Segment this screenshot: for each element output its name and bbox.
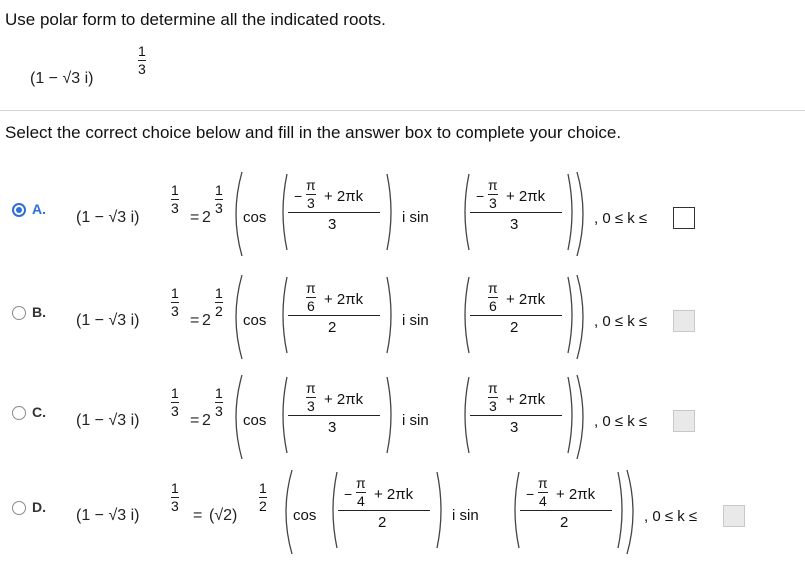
- choice-c-sin-angle-plus: + 2πk: [506, 391, 546, 408]
- choice-b-lhs-exponent-denominator: 3: [171, 303, 179, 319]
- choice-a-cos-paren-right: [386, 173, 396, 251]
- choice-d-modulus: (√2): [209, 507, 238, 524]
- choice-a-modulus: 2: [202, 209, 211, 226]
- choice-c-cos-pi-fraction: [306, 381, 316, 414]
- choice-b-cos-pi-fraction-numerator: π: [306, 280, 316, 296]
- choice-c-answer-box[interactable]: [673, 410, 695, 432]
- choice-d-sin-angle-plus: + 2πk: [556, 486, 596, 503]
- choice-d-modulus-exponent-numerator: 1: [259, 480, 267, 496]
- choice-c-sin-pi-fraction-numerator: π: [488, 380, 498, 396]
- choice-c-cos-angle-denominator: 3: [328, 419, 337, 436]
- choice-d-sin-angle-denominator: 2: [560, 514, 569, 531]
- choice-b-lhs-exponent: [171, 286, 179, 319]
- choice-c-k-range: , 0 ≤ k ≤: [594, 413, 648, 430]
- choice-c-modulus: 2: [202, 412, 211, 429]
- choice-c-lhs: (1 − √3 i): [76, 412, 140, 429]
- choice-a-cos: cos: [243, 209, 267, 226]
- choice-d-lhs-exponent-numerator: 1: [171, 480, 179, 496]
- choice-b-answer-box[interactable]: [673, 310, 695, 332]
- choice-d-answer-box[interactable]: [723, 505, 745, 527]
- choice-a-k-range: , 0 ≤ k ≤: [594, 210, 648, 227]
- choice-c-lhs-exponent-numerator: 1: [171, 385, 179, 401]
- choice-d-big-paren-right: [626, 469, 640, 555]
- choice-c-cos-angle: [284, 381, 384, 441]
- choice-a-lhs-exponent-denominator: 3: [171, 200, 179, 216]
- choice-a-big-paren-left: [229, 171, 243, 257]
- choice-a-lhs: (1 − √3 i): [76, 209, 140, 226]
- choice-a-isin: i sin: [402, 209, 429, 226]
- choice-b-cos-pi-fraction: [306, 281, 316, 314]
- choice-c-cos-paren-right: [386, 376, 396, 454]
- choice-d-cos: cos: [293, 507, 317, 524]
- choice-b-sin-angle-bar: [470, 315, 562, 316]
- choice-d-cos-angle: [334, 476, 434, 536]
- choice-d-cos-pi-fraction-numerator: π: [356, 475, 366, 491]
- choice-d-isin: i sin: [452, 507, 479, 524]
- question-prompt: Use polar form to determine all the indicated roots.: [5, 10, 386, 29]
- expression-exponent: [138, 44, 146, 77]
- choice-c-equals: =: [190, 412, 200, 429]
- choice-b-radio[interactable]: [12, 306, 26, 320]
- choice-a-modulus-exponent-denominator: 3: [215, 200, 223, 216]
- choice-b-cos-angle: [284, 281, 384, 341]
- choice-d-sin-angle: [516, 476, 616, 536]
- choice-c-sin-angle-bar: [470, 415, 562, 416]
- choice-d-lhs: (1 − √3 i): [76, 507, 140, 524]
- choice-a-radio[interactable]: [12, 203, 26, 217]
- choice-a-cos-angle: [284, 178, 384, 238]
- choice-b-lhs: (1 − √3 i): [76, 312, 140, 329]
- choice-d-big-paren-left: [279, 469, 293, 555]
- choice-b-sin-angle: [466, 281, 566, 341]
- choice-b-modulus-exponent-denominator: 2: [215, 303, 223, 319]
- choice-d-cos-angle-plus: + 2πk: [374, 486, 414, 503]
- choice-b-lhs-exponent-numerator: 1: [171, 285, 179, 301]
- choice-a-sin-angle-sign: −: [476, 188, 485, 204]
- choice-c-sin-pi-fraction: [488, 381, 498, 414]
- choice-d-sin-pi-fraction: [538, 476, 548, 509]
- choice-c-sin-pi-fraction-denominator: 3: [488, 398, 497, 414]
- choice-b-cos-angle-plus: + 2πk: [324, 291, 364, 308]
- choice-a-big-paren-right: [576, 171, 590, 257]
- choice-a-sin-pi-fraction: [488, 178, 498, 211]
- choice-a-lhs-exponent-numerator: 1: [171, 182, 179, 198]
- choice-b-cos-pi-fraction-denominator: 6: [306, 298, 315, 314]
- choice-a-equals: =: [190, 209, 200, 226]
- exponent-denominator: 3: [138, 61, 146, 77]
- choice-b-cos-angle-denominator: 2: [328, 319, 337, 336]
- choice-a-sin-pi-fraction-numerator: π: [488, 177, 498, 193]
- choice-d-cos-paren-right: [436, 471, 446, 549]
- exponent-numerator: 1: [138, 43, 146, 59]
- choice-b-big-paren-left: [229, 274, 243, 360]
- choice-a-cos-pi-fraction-denominator: 3: [306, 195, 315, 211]
- choice-d-sin-angle-sign: −: [526, 486, 535, 502]
- choice-a-modulus-exponent: [215, 183, 223, 216]
- choice-c-cos-angle-plus: + 2πk: [324, 391, 364, 408]
- choice-a-lhs-exponent: [171, 183, 179, 216]
- choice-a-sin-angle-plus: + 2πk: [506, 188, 546, 205]
- choice-b-sin-pi-fraction-denominator: 6: [488, 298, 497, 314]
- choice-b-big-paren-right: [576, 274, 590, 360]
- choice-b-sin-angle-denominator: 2: [510, 319, 519, 336]
- choice-a-cos-pi-fraction-numerator: π: [306, 177, 316, 193]
- choice-b-cos-angle-bar: [288, 315, 380, 316]
- choice-d-modulus-exponent-denominator: 2: [259, 498, 267, 514]
- choice-d-equals: =: [193, 507, 203, 524]
- choice-c-isin: i sin: [402, 412, 429, 429]
- choice-c-modulus-exponent-numerator: 1: [215, 385, 223, 401]
- choice-a-sin-angle-denominator: 3: [510, 216, 519, 233]
- choice-a-sin-angle: [466, 178, 566, 238]
- choice-d-cos-angle-bar: [338, 510, 430, 511]
- choice-c-sin-angle: [466, 381, 566, 441]
- choice-d-label: D.: [32, 499, 46, 515]
- choice-b-isin: i sin: [402, 312, 429, 329]
- choice-d-k-range: , 0 ≤ k ≤: [644, 508, 698, 525]
- choice-d-lhs-exponent-denominator: 3: [171, 498, 179, 514]
- choice-a-cos-pi-fraction: [306, 178, 316, 211]
- choice-c-label: C.: [32, 404, 46, 420]
- instruction-text: Select the correct choice below and fill in the answer box to complete your choice.: [5, 123, 622, 142]
- choice-c-big-paren-left: [229, 374, 243, 460]
- choice-b-sin-pi-fraction-numerator: π: [488, 280, 498, 296]
- choice-c-cos: cos: [243, 412, 267, 429]
- choice-c-cos-pi-fraction-denominator: 3: [306, 398, 315, 414]
- choice-d-cos-pi-fraction: [356, 476, 366, 509]
- expression-base: (1 − √3 i): [30, 70, 94, 87]
- choice-b-label: B.: [32, 304, 46, 320]
- choice-a-answer-box[interactable]: [673, 207, 695, 229]
- choice-b-k-range: , 0 ≤ k ≤: [594, 313, 648, 330]
- choice-b-cos-paren-right: [386, 276, 396, 354]
- choice-a-sin-pi-fraction-denominator: 3: [488, 195, 497, 211]
- choice-a-cos-angle-bar: [288, 212, 380, 213]
- choice-a-cos-angle-sign: −: [294, 188, 303, 204]
- choice-b-equals: =: [190, 312, 200, 329]
- choice-a-cos-angle-denominator: 3: [328, 216, 337, 233]
- choice-c-cos-pi-fraction-numerator: π: [306, 380, 316, 396]
- choice-c-sin-angle-denominator: 3: [510, 419, 519, 436]
- choice-d-sin-angle-bar: [520, 510, 612, 511]
- choice-c-big-paren-right: [576, 374, 590, 460]
- choice-c-radio[interactable]: [12, 406, 26, 420]
- choice-b-cos: cos: [243, 312, 267, 329]
- choice-b-modulus-exponent: [215, 286, 223, 319]
- choice-d-radio[interactable]: [12, 501, 26, 515]
- choice-b-modulus-exponent-numerator: 1: [215, 285, 223, 301]
- choice-c-modulus-exponent: [215, 386, 223, 419]
- choice-d-cos-pi-fraction-denominator: 4: [356, 493, 365, 509]
- choice-c-lhs-exponent: [171, 386, 179, 419]
- choice-b-sin-pi-fraction: [488, 281, 498, 314]
- choice-c-modulus-exponent-denominator: 3: [215, 403, 223, 419]
- choice-d-sin-pi-fraction-numerator: π: [538, 475, 548, 491]
- choice-b-modulus: 2: [202, 312, 211, 329]
- choice-a-sin-angle-bar: [470, 212, 562, 213]
- choice-d-cos-angle-denominator: 2: [378, 514, 387, 531]
- choice-b-sin-angle-plus: + 2πk: [506, 291, 546, 308]
- choice-d-lhs-exponent: [171, 481, 179, 514]
- divider: [0, 110, 805, 111]
- choice-a-cos-angle-plus: + 2πk: [324, 188, 364, 205]
- choice-a-label: A.: [32, 201, 46, 217]
- choice-d-cos-angle-sign: −: [344, 486, 353, 502]
- choice-d-modulus-exponent: [259, 481, 267, 514]
- choice-a-modulus-exponent-numerator: 1: [215, 182, 223, 198]
- choice-c-lhs-exponent-denominator: 3: [171, 403, 179, 419]
- choice-d-sin-pi-fraction-denominator: 4: [538, 493, 547, 509]
- choice-c-cos-angle-bar: [288, 415, 380, 416]
